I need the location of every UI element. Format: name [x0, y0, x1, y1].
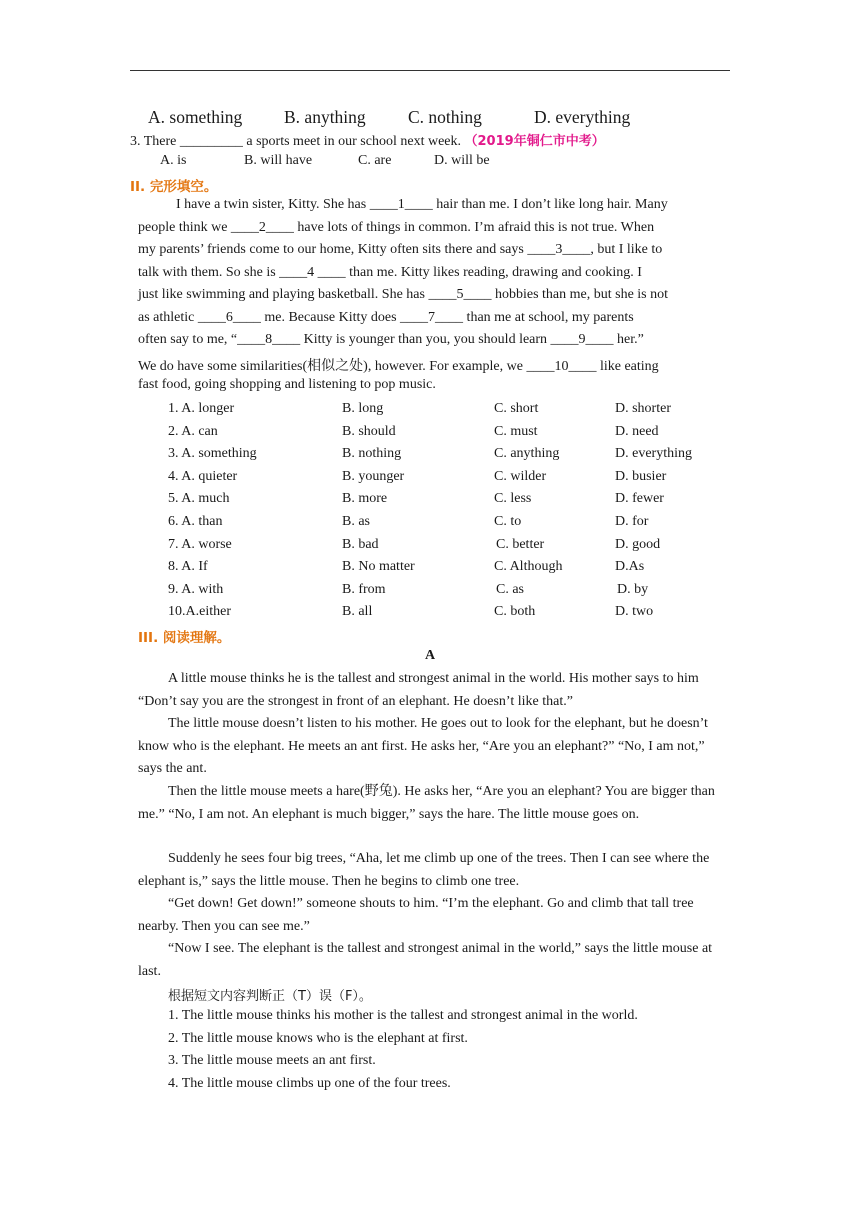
option-b: B. nothing	[342, 446, 402, 462]
option-b: B. as	[342, 513, 370, 529]
option-c: C. anything	[494, 446, 560, 462]
passage-paragraph: “Now I see. The elephant is the tallest and strongest animal in the world,” says the little mouse at last.	[138, 941, 713, 979]
option-b: B. younger	[342, 468, 405, 484]
option-c: C. wilder	[494, 468, 547, 484]
cloze-line-7: often say to me, “____8____ Kitty is younger than you, you should learn ____9____ her.”	[138, 332, 644, 347]
option-d: D. everything	[615, 446, 692, 462]
question-3-stem: 3. There _________ a sports meet in our school next week.	[130, 134, 462, 149]
q3-option-d: D. will be	[434, 153, 490, 168]
option-c: C. Although	[494, 559, 563, 575]
cloze-options-table	[168, 398, 728, 624]
option-d: D.As	[615, 559, 645, 575]
option-d: D. need	[615, 423, 659, 439]
option-d: D. for	[615, 513, 649, 529]
passage-paragraph: A little mouse thinks he is the tallest and strongest animal in the world. His mother says to him “Don’t say you are the strongest in front of an elephant. He doesn’t like that.”	[138, 671, 699, 709]
option-c: C. both	[494, 604, 536, 620]
tf-instruction: 根据短文内容判断正（T）误（F）。	[168, 989, 372, 1004]
option-c: C. to	[494, 513, 522, 529]
top-option-d: D. everything	[534, 107, 631, 127]
option-d: D. good	[615, 536, 661, 552]
question-3-source: （2019年铜仁市中考）	[464, 134, 605, 149]
option-a: 7. A. worse	[168, 536, 232, 552]
option-b: B. long	[342, 401, 384, 416]
option-row	[168, 443, 728, 466]
option-b: B. bad	[342, 536, 379, 552]
option-row	[168, 511, 728, 534]
option-a: 4. A. quieter	[168, 468, 238, 484]
top-option-c: C. nothing	[408, 107, 482, 127]
passage-paragraph: “Get down! Get down!” someone shouts to him. “I’m the elephant. Go and climb that tall tree nearby. Then you can see me.”	[138, 896, 694, 934]
option-a: 6. A. than	[168, 513, 223, 529]
passage-paragraph: The little mouse doesn’t listen to his mother. He goes out to look for the elephant, but he doesn’t know who is the elephant. He meets an ant first. He asks her, “Are you an elephant?” “No, I am not,” says the ant.	[138, 716, 708, 777]
option-d: D. fewer	[615, 491, 664, 507]
option-b: B. from	[342, 581, 386, 597]
q3-option-c: C. are	[358, 153, 392, 168]
option-c: C. less	[494, 491, 532, 507]
option-b: B. all	[342, 604, 373, 620]
option-d: D. by	[617, 581, 649, 597]
option-a: 1. A. longer	[168, 401, 235, 416]
option-a: 2. A. can	[168, 423, 218, 439]
top-option-a: A. something	[148, 107, 243, 127]
option-row	[168, 398, 728, 421]
option-d: D. busier	[615, 468, 667, 484]
tf-statement: 1. The little mouse thinks his mother is the tallest and strongest animal in the world.	[168, 1008, 638, 1023]
option-a: 9. A. with	[168, 581, 224, 597]
passage-paragraph: Then the little mouse meets a hare(野兔). He asks her, “Are you an elephant? You are bigger than me.” “No, I am not. An elephant is much bigger,” says the hare. The little mouse goes on.	[138, 784, 715, 822]
option-d: D. shorter	[615, 401, 671, 416]
option-row	[168, 579, 728, 602]
tf-statement: 4. The little mouse climbs up one of the four trees.	[168, 1076, 451, 1091]
cloze-line-2: people think we ____2____ have lots of things in common. I’m afraid this is not true. When	[138, 220, 655, 235]
cloze-line-5: just like swimming and playing basketball. She has ____5____ hobbies than me, but she is not	[138, 287, 669, 302]
section-2-heading: II. 完形填空。	[130, 179, 218, 195]
option-c: C. short	[494, 401, 539, 416]
top-option-b: B. anything	[284, 107, 366, 127]
cloze-line-9: fast food, going shopping and listening to pop music.	[138, 377, 436, 392]
q3-option-a: A. is	[160, 153, 187, 168]
cloze-line-4: talk with them. So she is ____4 ____ than me. Kitty likes reading, drawing and cooking. I	[138, 265, 642, 280]
option-row	[168, 534, 728, 557]
passage-paragraph: Suddenly he sees four big trees, “Aha, let me climb up one of the trees. Then I can see where the elephant is,” says the little mouse. Then he begins to climb one tree.	[138, 851, 710, 889]
option-a: 8. A. If	[168, 559, 208, 575]
q3-option-b: B. will have	[244, 153, 313, 168]
option-d: D. two	[615, 604, 654, 620]
option-row	[168, 601, 728, 624]
option-c: C. better	[496, 536, 545, 552]
question-3	[130, 130, 605, 150]
cloze-line-8: We do have some similarities(相似之处), however. For example, we ____10____ like eating	[138, 359, 659, 374]
option-a: 10.A.either	[168, 604, 231, 620]
cloze-line-6: as athletic ____6____ me. Because Kitty does ____7____ than me at school, my parents	[138, 310, 634, 325]
option-row	[168, 421, 728, 444]
option-b: B. No matter	[342, 559, 415, 575]
option-c: C. as	[496, 581, 524, 597]
option-b: B. should	[342, 423, 396, 439]
option-row	[168, 488, 728, 511]
option-c: C. must	[494, 423, 538, 439]
cloze-line-1: I have a twin sister, Kitty. She has ____1____ hair than me. I don’t like long hair. Many	[176, 197, 668, 212]
option-b: B. more	[342, 491, 388, 507]
header-rule	[130, 70, 730, 71]
option-a: 3. A. something	[168, 446, 257, 462]
option-row	[168, 466, 728, 489]
option-a: 5. A. much	[168, 491, 230, 507]
section-3-heading: III. 阅读理解。	[138, 630, 231, 646]
passage-title: A	[424, 648, 436, 663]
tf-statement: 2. The little mouse knows who is the elephant at first.	[168, 1031, 468, 1046]
tf-statement: 3. The little mouse meets an ant first.	[168, 1053, 376, 1068]
option-row	[168, 556, 728, 579]
cloze-line-3: my parents’ friends come to our home, Kitty often sits there and says ____3____, but I like to	[138, 242, 663, 257]
